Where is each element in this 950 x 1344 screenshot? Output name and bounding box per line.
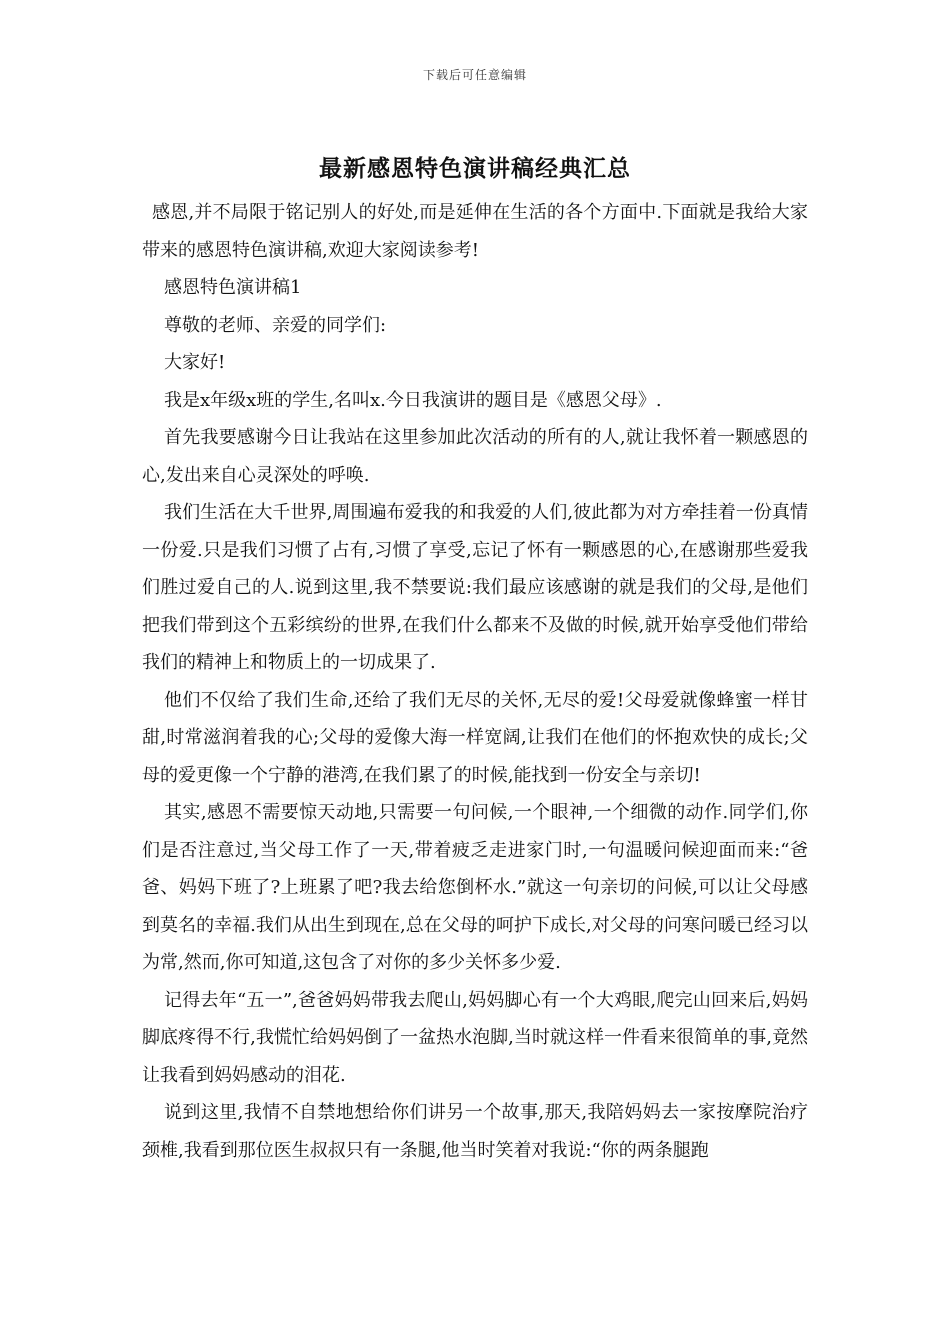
document-title: 最新感恩特色演讲稿经典汇总 — [319, 155, 631, 182]
paragraph: 其实,感恩不需要惊天动地,只需要一句问候,一个眼神,一个细微的动作.同学们,你们是否注意过,当父母工作了一天,带着疲乏走进家门时,一句温暖问候迎面而来:“爸爸、妈妈下班了?上班累了吧?我去给您倒杯水.”就这一句亲切的问候,可以让父母感到莫名的幸福.我们从出生到现在,总在父母的呵护下成长,对父母的问寒问暖已经习以为常,然而,你可知道,这包含了对你的多少关怀多少爱. — [142, 802, 808, 973]
paragraph: 我是x年级x班的学生,名叫x.今日我演讲的题目是《感恩父母》. — [164, 389, 662, 411]
paragraph: 记得去年“五一”,爸爸妈妈带我去爬山,妈妈脚心有一个大鸡眼,爬完山回来后,妈妈脚底疼得不行,我慌忙给妈妈倒了一盆热水泡脚,当时就这样一件看来很简单的事,竟然让我看到妈妈感动的泪花. — [142, 989, 808, 1086]
paragraph: 他们不仅给了我们生命,还给了我们无尽的关怀,无尽的爱!父母爱就像蜂蜜一样甘甜,时常滋润着我的心;父母的爱像大海一样宽阔,让我们在他们的怀抱欢快的成长;父母的爱更像一个宁静的港湾,在我们累了的时候,能找到一份安全与亲切! — [142, 689, 808, 786]
paragraph-intro: 感恩,并不局限于铭记别人的好处,而是延伸在生活的各个方面中.下面就是我给大家带来的感恩特色演讲稿,欢迎大家阅读参考! — [142, 202, 808, 261]
header-note: 下载后可任意编辑 — [422, 68, 527, 82]
paragraph: 我们生活在大千世界,周围遍布爱我的和我爱的人们,彼此都为对方牵挂着一份真情一份爱.只是我们习惯了占有,习惯了享受,忘记了怀有一颗感恩的心,在感谢那些爱我们胜过爱自己的人.说到这里,我不禁要说:我们最应该感谢的就是我们的父母,是他们把我们带到这个五彩缤纷的世界,在我们什么都来不及做的时候,就开始享受他们带给我们的精神上和物质上的一切成果了. — [142, 502, 808, 673]
paragraph-greeting: 大家好! — [164, 352, 226, 373]
paragraph: 说到这里,我情不自禁地想给你们讲另一个故事,那天,我陪妈妈去一家按摩院治疗颈椎,我看到那位医生叔叔只有一条腿,他当时笑着对我说:“你的两条腿跑 — [142, 1102, 808, 1161]
paragraph-salutation: 尊敬的老师、亲爱的同学们: — [164, 314, 387, 336]
paragraph: 首先我要感谢今日让我站在这里参加此次活动的所有的人,就让我怀着一颗感恩的心,发出来自心灵深处的呼唤. — [142, 427, 808, 486]
document-body — [142, 194, 808, 1169]
paragraph-speech-heading: 感恩特色演讲稿1 — [164, 277, 302, 298]
